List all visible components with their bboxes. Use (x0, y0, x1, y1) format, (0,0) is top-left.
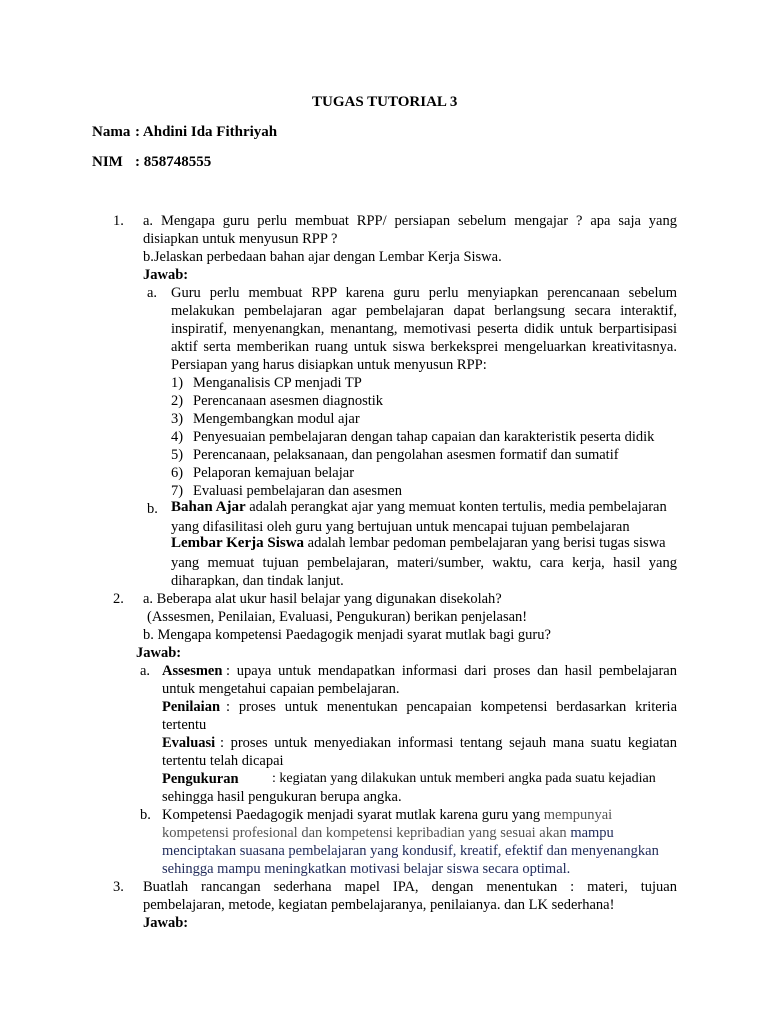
definition-lembar-kerja-siswa: adalah lembar pedoman pembelajaran yang berisi tugas siswa (304, 535, 666, 551)
definition-bahan-ajar: adalah perangkat ajar yang memuat konten tertulis, media pembelajaran (245, 499, 667, 515)
q2-line-1: a. Beberapa alat ukur hasil belajar yang digunakan disekolah? (143, 591, 502, 607)
q2-answer-b-line-4: sehingga mampu meningkatkan motivasi belajar siswa secara optimal. (162, 861, 571, 877)
list-item: Mengembangkan modul ajar (193, 411, 360, 427)
q1-answer-b-line-3 (171, 536, 666, 551)
list-item-number: 3) (171, 411, 184, 427)
term-evaluasi: Evaluasi (162, 735, 216, 751)
q1-answer-a-line-4: aktif serta memberikan ruang untuk siswa berkeksprei mengeluarkan kreativitasnya. (171, 339, 677, 355)
list-item: Evaluasi pembelajaran dan asesmen (193, 483, 402, 499)
list-item-number: 5) (171, 447, 184, 463)
q1-line-2: disiapkan untuk menyusun RPP ? (143, 231, 338, 247)
term-pengukuran: Pengukuran (162, 771, 239, 787)
definition-penilaian: : proses untuk menentukan pencapaian kompetensi berdasarkan kriteria (226, 699, 677, 715)
q2-answer-b-line-3: menciptakan suasana pembelajaran yang kondusif, kreatif, efektif dan menyenangkan (162, 843, 659, 859)
definition-pengukuran: : kegiatan yang dilakukan untuk memberi angka pada suatu kejadian (272, 771, 656, 786)
q1-line-3: b.Jelaskan perbedaan bahan ajar dengan Lembar Kerja Siswa. (143, 249, 502, 265)
q2-answer-b-marker: b. (140, 807, 151, 823)
q1-answer-b-marker: b. (147, 501, 158, 517)
definition-assesmen: : upaya untuk mendapatkan informasi dari proses dan hasil pembelajaran (226, 663, 677, 679)
q1-answer-a-line-1: Guru perlu membuat RPP karena guru perlu menyiapkan perencanaan sebelum (171, 285, 677, 301)
q1-answer-a-line-5: Persiapan yang harus disiapkan untuk menyusun RPP: (171, 357, 487, 373)
definition-evaluasi: : proses untuk menyediakan informasi tentang sejauh mana suatu kegiatan (220, 735, 677, 751)
list-item: Penyesuaian pembelajaran dengan tahap capaian dan karakteristik peserta didik (193, 429, 655, 445)
list-item: Pelaporan kemajuan belajar (193, 465, 355, 481)
q2-answer-b-line-2: kompetensi profesional dan kompetensi kepribadian yang sesuai akan mampu (162, 825, 614, 841)
q1-answer-b-line-2: yang difasilitasi oleh guru yang bertujuan untuk mencapai tujuan pembelajaran (171, 519, 630, 535)
list-item-number: 4) (171, 429, 184, 445)
list-item: Menganalisis CP menjadi TP (193, 375, 362, 391)
term-penilaian: Penilaian (162, 699, 221, 715)
term-assesmen: Assesmen (162, 663, 223, 679)
q3-jawab: Jawab: (143, 915, 189, 931)
term-lembar-kerja-siswa: Lembar Kerja Siswa (171, 535, 305, 551)
q1-answer-a-line-3: inspiratif, menyenangkan, menantang, memotivasi peserta didik untuk berpartisipasi (171, 321, 677, 337)
q2-jawab: Jawab: (136, 645, 182, 661)
definition-assesmen-cont: untuk mengetahui capaian pembelajaran. (162, 681, 400, 697)
q2-answer-b-line-1: Kompetensi Paedagogik menjadi syarat mutlak karena guru yang mempunyai (162, 807, 613, 823)
document-title: TUGAS TUTORIAL 3 (312, 94, 458, 110)
q2-line-2: (Assesmen, Penilaian, Evaluasi, Pengukuran) berikan penjelasan! (147, 609, 528, 625)
term-bahan-ajar: Bahan Ajar (171, 499, 246, 515)
definition-penilaian-cont: tertentu (162, 717, 207, 733)
q3-line-2: pembelajaran, metode, kegiatan pembelajaranya, penilaianya. dan LK sederhana! (143, 897, 615, 913)
name-value: : Ahdini Ida Fithriyah (135, 124, 278, 140)
q1-answer-a-line-2: melakukan pembelajaran agar pembelajaran dapat berlangsung secara interaktif, (171, 303, 677, 319)
name-label: Nama (92, 124, 131, 140)
list-item: Perencanaan, pelaksanaan, dan pengolahan asesmen formatif dan sumatif (193, 447, 619, 463)
list-item-number: 2) (171, 393, 184, 409)
q1-line-1: a. Mengapa guru perlu membuat RPP/ persiapan sebelum mengajar ? apa saja yang (143, 213, 677, 229)
q1-jawab: Jawab: (143, 267, 189, 283)
q1-number: 1. (113, 213, 124, 229)
q3-number: 3. (113, 879, 124, 895)
q3-line-1: Buatlah rancangan sederhana mapel IPA, dengan menentukan : materi, tujuan (143, 879, 677, 895)
q1-answer-a-marker: a. (147, 285, 158, 301)
list-item-number: 7) (171, 483, 184, 499)
definition-pengukuran-cont: sehingga hasil pengukuran berupa angka. (162, 789, 402, 805)
nim-value: : 858748555 (135, 154, 212, 170)
nim-label: NIM (92, 154, 123, 170)
definition-evaluasi-cont: tertentu telah dicapai (162, 753, 284, 769)
q2-answer-a-marker: a. (140, 663, 151, 679)
q1-answer-b-line-5: diharapkan, dan tindak lanjut. (171, 573, 344, 589)
list-item-number: 1) (171, 375, 184, 391)
list-item: Perencanaan asesmen diagnostik (193, 393, 384, 409)
q2-line-3: b. Mengapa kompetensi Paedagogik menjadi syarat mutlak bagi guru? (143, 627, 551, 643)
q1-answer-b-line-4: yang memuat tujuan pembelajaran, materi/sumber, waktu, cara kerja, hasil yang (171, 555, 677, 571)
q1-answer-b-line-1 (171, 500, 667, 515)
q2-number: 2. (113, 591, 124, 607)
list-item-number: 6) (171, 465, 184, 481)
